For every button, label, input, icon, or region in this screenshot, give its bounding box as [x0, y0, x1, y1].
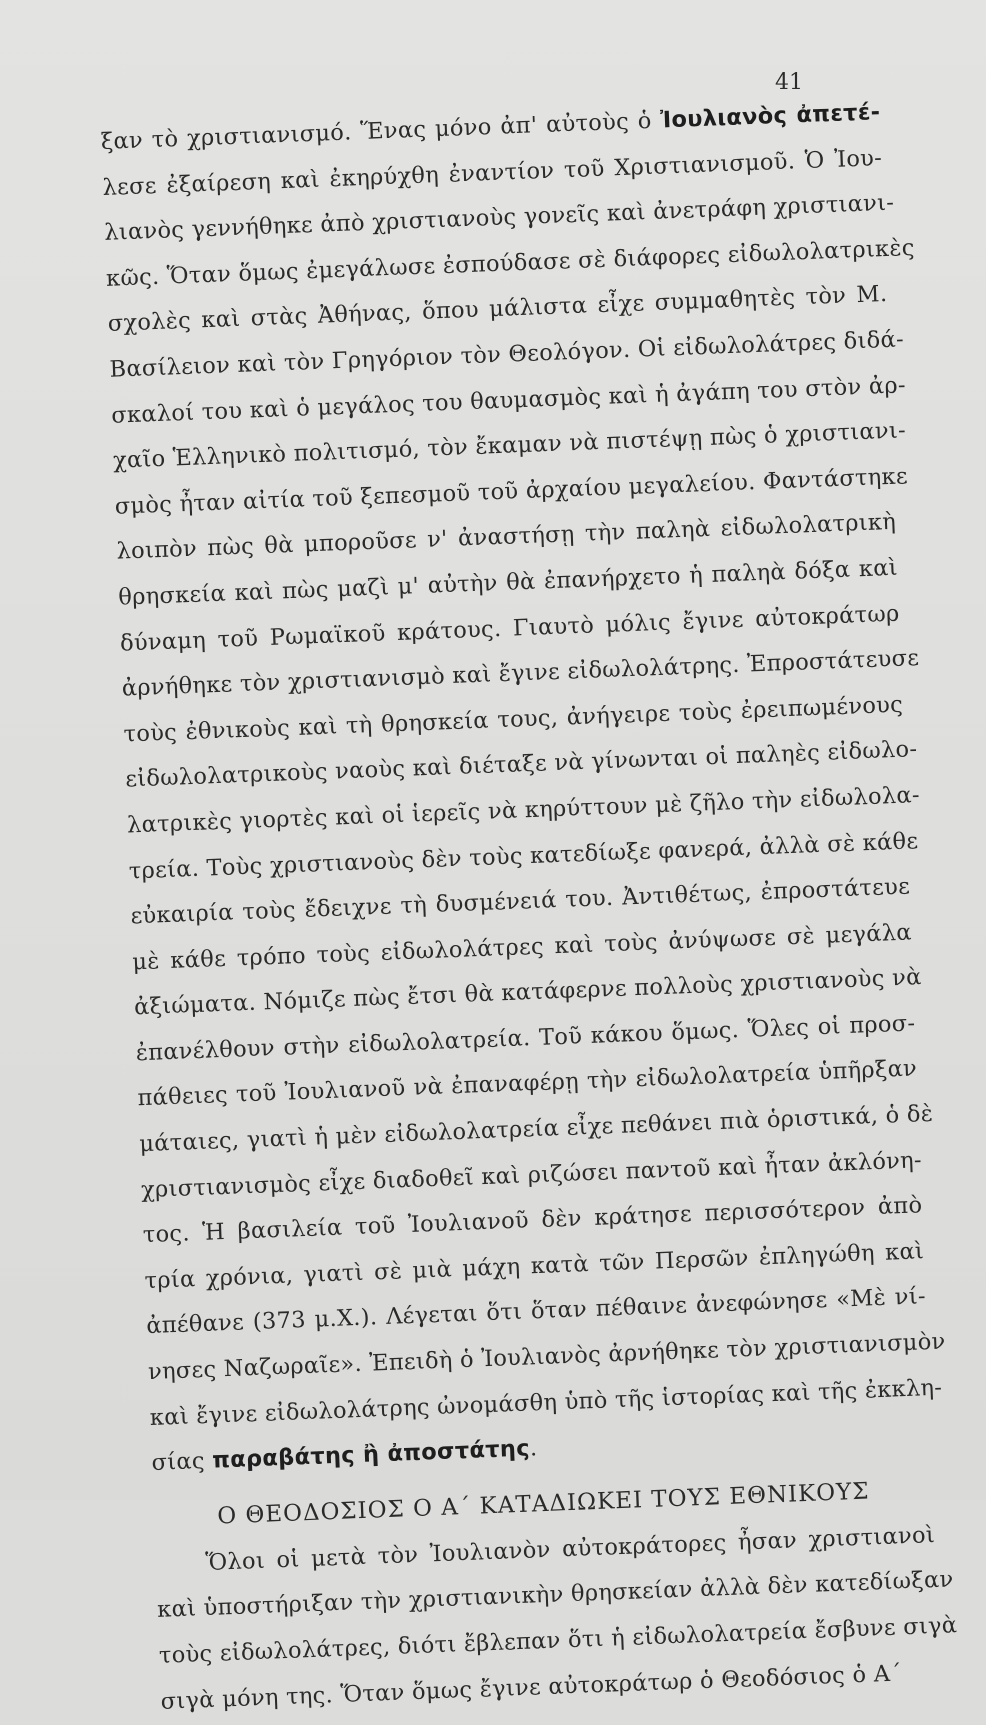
line-text: λιανὸς γεννήθηκε ἀπὸ χριστιανοὺς γονεῖς καὶ ἀνετράφη χριστιανι-: [103, 189, 895, 247]
paragraph-theodosius: [155, 1513, 958, 1725]
line-text: Βασίλειον καὶ τὸν Γρηγόριον τὸν Θεολόγον. Οἱ εἰδωλολάτρες διδά-: [109, 326, 905, 383]
line-text: ἐπανέλθουν στὴν εἰδωλολατρεία. Τοῦ κάκου ὅμως. Ὅλες οἱ προσ-: [135, 1010, 916, 1067]
line-text: θρησκεία καὶ πὼς μαζὶ μ' αὐτὴν θὰ ἐπανήρχετο ἡ παληὰ δόξα καὶ: [117, 554, 899, 611]
line-text: καὶ ὑποστήριξαν τὴν χριστιανικὴν θρησκείαν ἀλλὰ δὲν κατεδίωξαν: [156, 1566, 954, 1624]
bold-term: Ἰουλιανὸς ἀπετέ-: [659, 99, 881, 134]
line-text: ἀρνήθηκε τὸν χριστιανισμὸ καὶ ἔγινε εἰδωλολάτρης. Ἐπροστάτευσε: [121, 645, 920, 702]
line-text: σίας: [151, 1447, 213, 1477]
line-text: δύναμη τοῦ Ρωμαϊκοῦ κράτους. Γιαυτὸ μόλις ἔγινε αὐτοκράτωρ: [119, 600, 901, 657]
line-text: τος. Ἡ βασιλεία τοῦ Ἰουλιανοῦ δὲν κράτησε περισσότερον ἀπὸ: [142, 1192, 923, 1249]
section-heading: Ο ΘΕΟΔΟΣΙΟΣ Ο Α΄ ΚΑΤΑΔΙΩΚΕΙ ΤΟΥΣ ΕΘΝΙΚΟΥΣ: [216, 1478, 871, 1530]
bold-term: παραβάτης ἢ ἀποστάτης: [211, 1435, 531, 1474]
line-text: τρία χρόνια, γιατὶ σὲ μιὰ μάχη κατὰ τῶν Περσῶν ἐπληγώθη καὶ: [144, 1238, 925, 1294]
line-text: λατρικὲς γιορτὲς καὶ οἱ ἱερεῖς νὰ κηρύττουν μὲ ζῆλο τὴν εἰδωλολα-: [126, 781, 921, 839]
line-text: τρεία. Τοὺς χριστιανοὺς δὲν τοὺς κατεδίωξε φανερά, ἀλλὰ σὲ κάθε: [128, 827, 919, 884]
line-text: λεσε ἐξαίρεση καὶ ἐκηρύχθη ἐναντίον τοῦ Χριστιανισμοῦ. Ὁ Ἰου-: [102, 144, 883, 201]
line-text: εὐκαιρία τοὺς ἔδειχνε τὴ δυσμένειά του. Ἀντιθέτως, ἐπροστάτευε: [130, 873, 911, 930]
line-text: χριστιανισμὸς εἶχε διαδοθεῖ καὶ ριζώσει παντοῦ καὶ ἦταν ἀκλόνη-: [140, 1146, 923, 1203]
line-text: χαῖο Ἑλληνικὸ πολιτισμό, τὸν ἔκαμαν νὰ πιστέψῃ πὼς ὁ χριστιανι-: [112, 417, 907, 474]
line-text: μὲ κάθε τρόπο τοὺς εἰδωλολάτρες καὶ τοὺς ἀνύψωσε σὲ μεγάλα: [131, 919, 913, 976]
line-text: λοιπὸν πὼς θὰ μποροῦσε ν' ἀναστήσῃ τὴν παληὰ εἰδωλολατρικὴ: [116, 509, 897, 566]
line-text: κῶς. Ὅταν ὅμως ἐμεγάλωσε ἐσπούδασε σὲ διάφορες εἰδωλολατρικὲς: [105, 234, 916, 292]
line-text: ἀξιώματα. Νόμιζε πὼς ἔτσι θὰ κατάφερνε πολλοὺς χριστιανοὺς νὰ: [133, 964, 923, 1021]
text-block: [100, 90, 958, 1725]
line-text: τοὺς εἰδωλολάτρες, διότι ἔβλεπαν ὅτι ἡ εἰδωλολατρεία ἔσβυνε σιγὰ: [158, 1612, 958, 1669]
line-text: σιγὰ μόνη της. Ὅταν ὅμως ἔγινε αὐτοκράτωρ ὁ Θεοδόσιος ὁ Α΄: [160, 1659, 903, 1715]
line-text: μάταιες, γιατὶ ἡ μὲν εἰδωλολατρεία εἶχε πεθάνει πιὰ ὁριστικά, ὁ δὲ: [138, 1100, 934, 1158]
line-text: Ὅλοι οἱ μετὰ τὸν Ἰουλιανὸν αὐτοκράτορες ἦσαν χριστιανοὶ: [204, 1521, 936, 1576]
line-text: σχολὲς καὶ στὰς Ἀθήνας, ὅπου μάλιστα εἶχε συμμαθητὲς τὸν Μ.: [107, 281, 888, 338]
line-text: σκαλοί του καὶ ὁ μεγάλος του θαυμασμὸς καὶ ἡ ἀγάπη του στὸν ἀρ-: [110, 371, 907, 429]
line-text: νησες Ναζωραῖε». Ἐπειδὴ ὁ Ἰουλιανὸς ἀρνήθηκε τὸν χριστιανισμὸν: [147, 1328, 946, 1386]
line-text: ἀπέθανε (373 μ.Χ.). Λέγεται ὅτι ὅταν πέθαινε ἀνεφώνησε «Μὲ νί-: [145, 1283, 927, 1340]
line-text: εἰδωλολατρικοὺς ναοὺς καὶ διέταξε νὰ γίνωνται οἱ παληὲς εἰδωλο-: [124, 736, 918, 793]
line-text: τοὺς ἐθνικοὺς καὶ τὴ θρησκεία τους, ἀνήγειρε τοὺς ἐρειπωμένους: [123, 691, 904, 748]
line-punctuation: .: [529, 1435, 538, 1462]
page-number: 41: [775, 70, 803, 95]
line-text: ξαν τὸ χριστιανισμό. Ἕνας μόνο ἀπ' αὐτοὺς ὁ: [100, 107, 661, 155]
paragraph-julian: [100, 90, 946, 1487]
line-text: καὶ ἔγινε εἰδωλολάτρης ὠνομάσθη ὑπὸ τῆς ἱστορίας καὶ τῆς ἐκκλη-: [149, 1374, 943, 1431]
line-text: πάθειες τοῦ Ἰουλιανοῦ νὰ ἐπαναφέρῃ τὴν εἰδωλολατρεία ὑπῆρξαν: [137, 1055, 918, 1112]
line-text: σμὸς ἦταν αἰτία τοῦ ξεπεσμοῦ τοῦ ἀρχαίου μεγαλείου. Φαντάστηκε: [114, 463, 909, 520]
